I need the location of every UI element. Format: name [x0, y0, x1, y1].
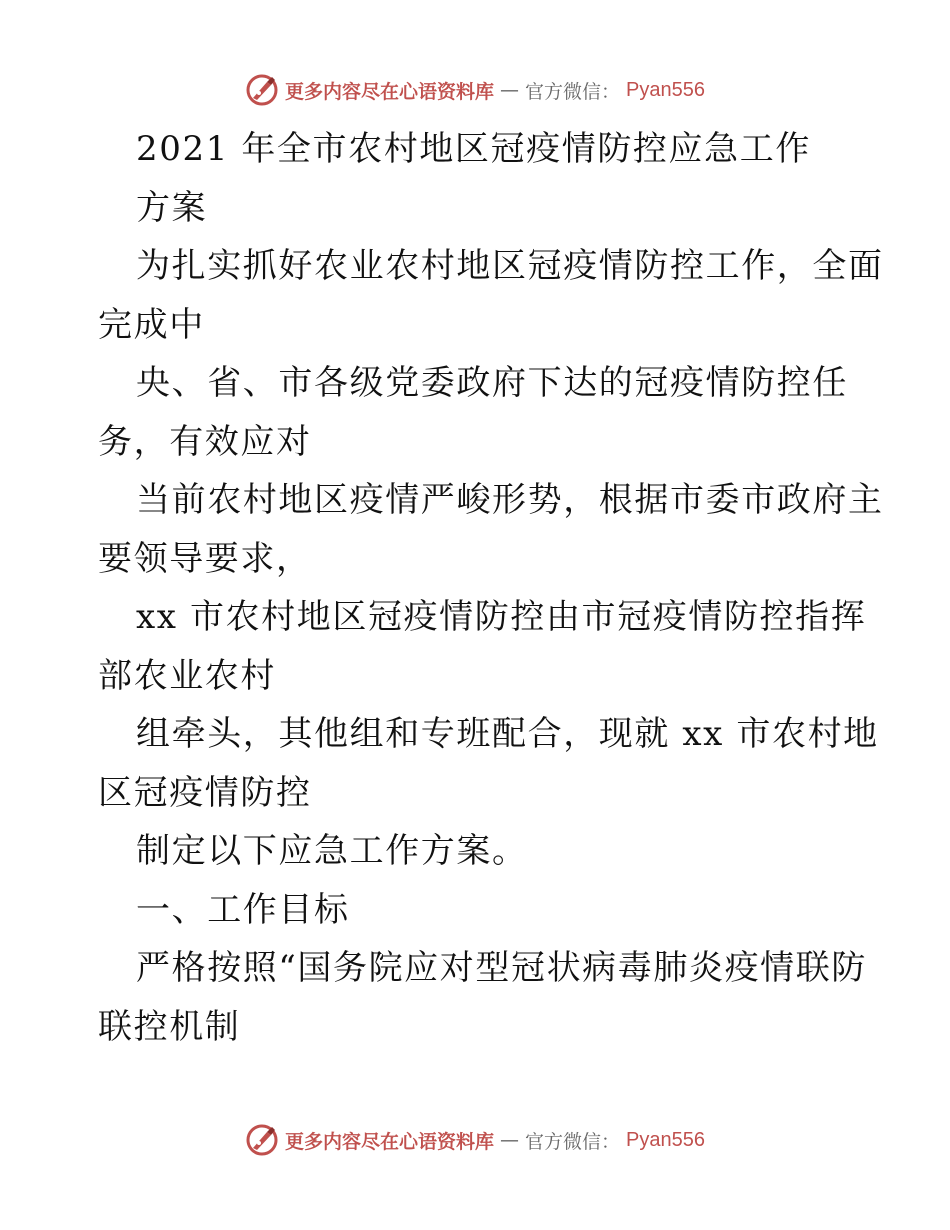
footer-watermark — [0, 1120, 950, 1160]
doc-line: 务，有效应对 — [98, 421, 312, 462]
doc-line: 制定以下应急工作方案。 — [136, 831, 528, 871]
document-body — [98, 120, 884, 1056]
watermark-wechat-id: Pyan556 — [626, 78, 705, 101]
watermark-official-label: 官方微信： — [525, 1130, 621, 1153]
doc-line: 严格按照“国务院应对型冠状病毒肺炎疫情联防 — [136, 948, 867, 988]
doc-line: 联控机制 — [98, 1006, 241, 1047]
quill-pen-logo-icon — [245, 73, 279, 107]
doc-line: 一、工作目标 — [136, 889, 350, 930]
watermark-official-label: 官方微信： — [525, 80, 621, 103]
doc-line: 当前农村地区疫情严峻形势，根据市委市政府主 — [136, 480, 884, 520]
watermark-separator: — — [500, 79, 520, 101]
doc-line: 方案 — [136, 187, 208, 228]
watermark-wechat-id: Pyan556 — [626, 1128, 705, 1151]
doc-line: 区冠疫情防控 — [98, 772, 312, 813]
doc-line: 为扎实抓好农业农村地区冠疫情防控工作，全面 — [136, 246, 884, 286]
header-watermark — [0, 70, 950, 110]
watermark-separator: — — [500, 1129, 520, 1151]
doc-line: 完成中 — [98, 304, 205, 345]
doc-line: 组牵头，其他组和专班配合，现就 xx 市农村地 — [136, 714, 879, 754]
doc-line: 2021 年全市农村地区冠疫情防控应急工作 — [136, 129, 811, 169]
quill-pen-logo-icon — [245, 1123, 279, 1157]
doc-line: 央、省、市各级党委政府下达的冠疫情防控任 — [136, 363, 848, 403]
doc-line: 部农业农村 — [98, 655, 276, 696]
watermark-brand-text: 更多内容尽在心语资料库 — [285, 80, 495, 103]
doc-line: 要领导要求， — [98, 538, 312, 579]
watermark-brand-text: 更多内容尽在心语资料库 — [285, 1130, 495, 1153]
doc-line: xx 市农村地区冠疫情防控由市冠疫情防控指挥 — [136, 597, 867, 637]
